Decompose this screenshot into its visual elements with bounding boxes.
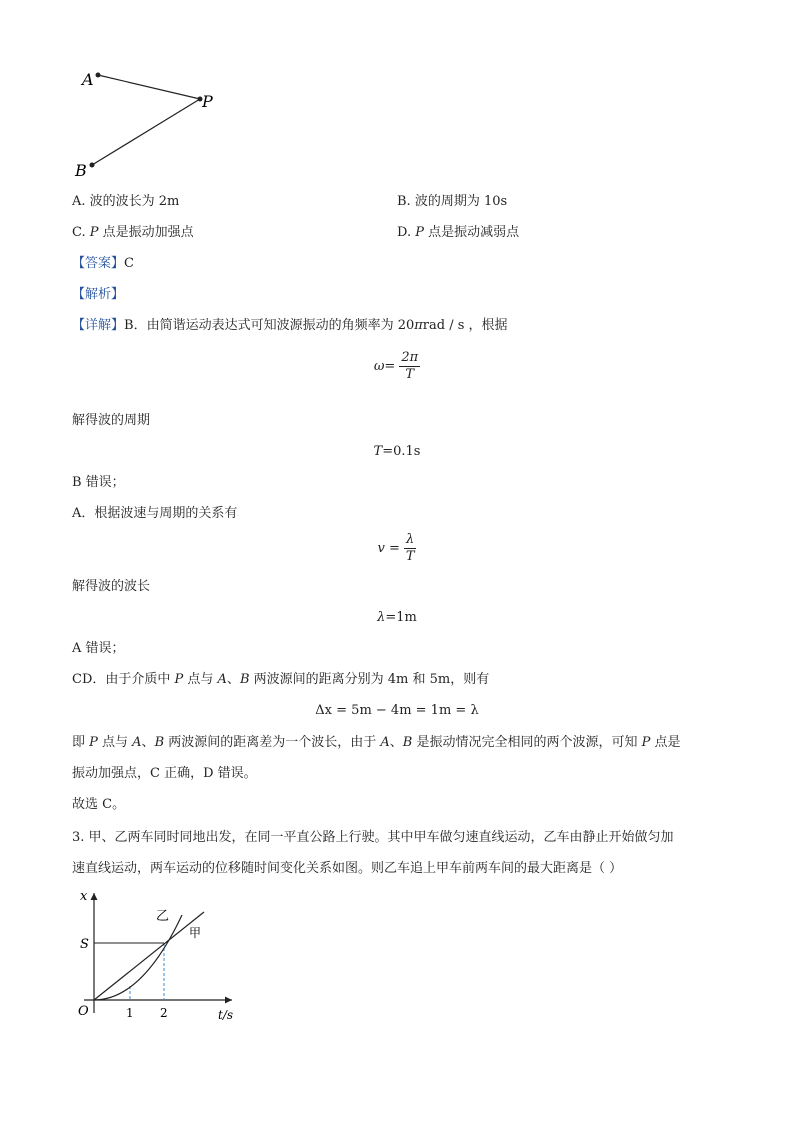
- cd-p3: 、: [226, 672, 240, 687]
- cd-p2: 点与: [183, 672, 218, 687]
- point-a: [96, 73, 101, 78]
- conc-p3: 、: [141, 735, 155, 750]
- cd-p4: 两波源间的距离分别为 4m 和 5m，则有: [249, 672, 490, 687]
- detail-bracket: 【详解】: [72, 318, 125, 333]
- choose-line: 故选 C。: [72, 797, 126, 812]
- option-a: A. 波的波长为 2m: [72, 194, 180, 209]
- point-b: [90, 163, 95, 168]
- conc-v5: B: [402, 735, 413, 750]
- conc-v4: A: [380, 735, 390, 750]
- eq2-var: T: [373, 444, 383, 459]
- eq1-num: 2π: [401, 350, 419, 365]
- equation-velocity: [0, 532, 794, 565]
- cd-v1: P: [174, 672, 184, 687]
- question-3-line-1: 3. 甲、乙两车同时同地出发，在同一平直公路上行驶。其中甲车做匀速直线运动，乙车由静止开始做匀加: [72, 830, 674, 845]
- wavelength-line: 解得波的波长: [72, 579, 151, 594]
- conc-p1: 即: [72, 735, 90, 750]
- eq4-rest: =1m: [385, 610, 417, 625]
- graph-x-label: t/s: [218, 1008, 234, 1022]
- wave-source-figure: [70, 60, 230, 185]
- conclusion-line-2: 振动加强点，C 正确，D 错误。: [72, 766, 257, 781]
- option-c: [72, 223, 194, 243]
- cd-p1: CD．由于介质中: [72, 672, 175, 687]
- graph-y-label: x: [80, 889, 88, 904]
- conclusion-line-1: [72, 733, 681, 753]
- conc-v1: P: [89, 735, 98, 750]
- conc-p6: 是振动情况完全相同的两个波源，可知: [412, 735, 642, 750]
- question-3-line-2: 速直线运动，两车运动的位移随时间变化关系如图。则乙车追上甲车前两车间的最大距离是（ ）: [72, 861, 623, 876]
- equation-wavelength: [0, 608, 794, 628]
- eq3-fraction: [404, 532, 417, 565]
- option-b: B. 波的周期为 10s: [397, 194, 508, 209]
- a-analysis-line: A．根据波速与周期的关系有: [72, 506, 238, 521]
- option-d: [397, 223, 519, 243]
- graph-tick-1: 1: [126, 1006, 134, 1020]
- conc-v3: B: [154, 735, 165, 750]
- conc-v2: A: [132, 735, 142, 750]
- conc-p5: 、: [389, 735, 403, 750]
- option-c-prefix: C.: [72, 225, 90, 240]
- conc-p2: 点与: [97, 735, 133, 750]
- graph-tick-2: 2: [160, 1006, 168, 1020]
- equation-path-difference: Δx = 5m − 4m = 1m = λ: [315, 703, 479, 718]
- detail-text: B．由简谐运动表达式可知波源振动的角频率为 20: [124, 318, 415, 333]
- equation-omega: [0, 350, 794, 383]
- b-wrong-line: B 错误；: [72, 475, 125, 490]
- curve-yi: [94, 915, 182, 1000]
- eq4-var: λ: [377, 610, 386, 625]
- line-jia: [94, 912, 204, 1000]
- analysis-heading: 【解析】: [72, 287, 125, 302]
- option-d-prefix: D.: [397, 225, 416, 240]
- displacement-time-graph: [72, 885, 252, 1025]
- cd-v2: A: [217, 672, 227, 687]
- conc-v6: P: [641, 735, 651, 750]
- cd-line: [72, 670, 489, 690]
- label-a: A: [82, 70, 94, 89]
- eq3-den: T: [405, 549, 415, 564]
- conc-p4: 两波源间的距离差为一个波长，由于: [164, 735, 381, 750]
- graph-label-yi: 乙: [156, 909, 170, 924]
- answer-line: [72, 254, 134, 274]
- option-c-rest: 点是振动加强点: [98, 225, 194, 240]
- graph-s-label: S: [80, 937, 89, 952]
- option-d-rest: 点是振动减弱点: [423, 225, 520, 240]
- period-line: 解得波的周期: [72, 413, 151, 428]
- answer-bracket: 【答案】: [72, 256, 125, 271]
- segment-ap: [98, 75, 200, 99]
- option-c-var: P: [89, 225, 99, 240]
- eq1-fraction: [399, 350, 420, 383]
- detail-rest: rad / s ，根据: [422, 318, 508, 333]
- cd-v3: B: [239, 672, 250, 687]
- option-d-var: P: [415, 225, 424, 240]
- eq1-lhs: ω=: [373, 358, 396, 374]
- eq2-rest: =0.1s: [382, 444, 421, 459]
- a-wrong-line: A 错误；: [72, 641, 125, 656]
- segment-bp: [92, 99, 200, 165]
- eq3-num: λ: [406, 532, 415, 547]
- detail-pi: π: [414, 318, 423, 333]
- detail-line: [72, 316, 508, 336]
- label-b: B: [75, 161, 87, 180]
- graph-origin: O: [78, 1004, 89, 1019]
- eq3-lhs: v =: [377, 540, 400, 556]
- eq1-den: T: [405, 367, 415, 382]
- graph-label-jia: 甲: [189, 926, 202, 940]
- conc-p7: 点是: [650, 735, 681, 750]
- equation-period: [0, 442, 794, 462]
- label-p: P: [202, 92, 213, 111]
- answer-value: C: [124, 256, 134, 271]
